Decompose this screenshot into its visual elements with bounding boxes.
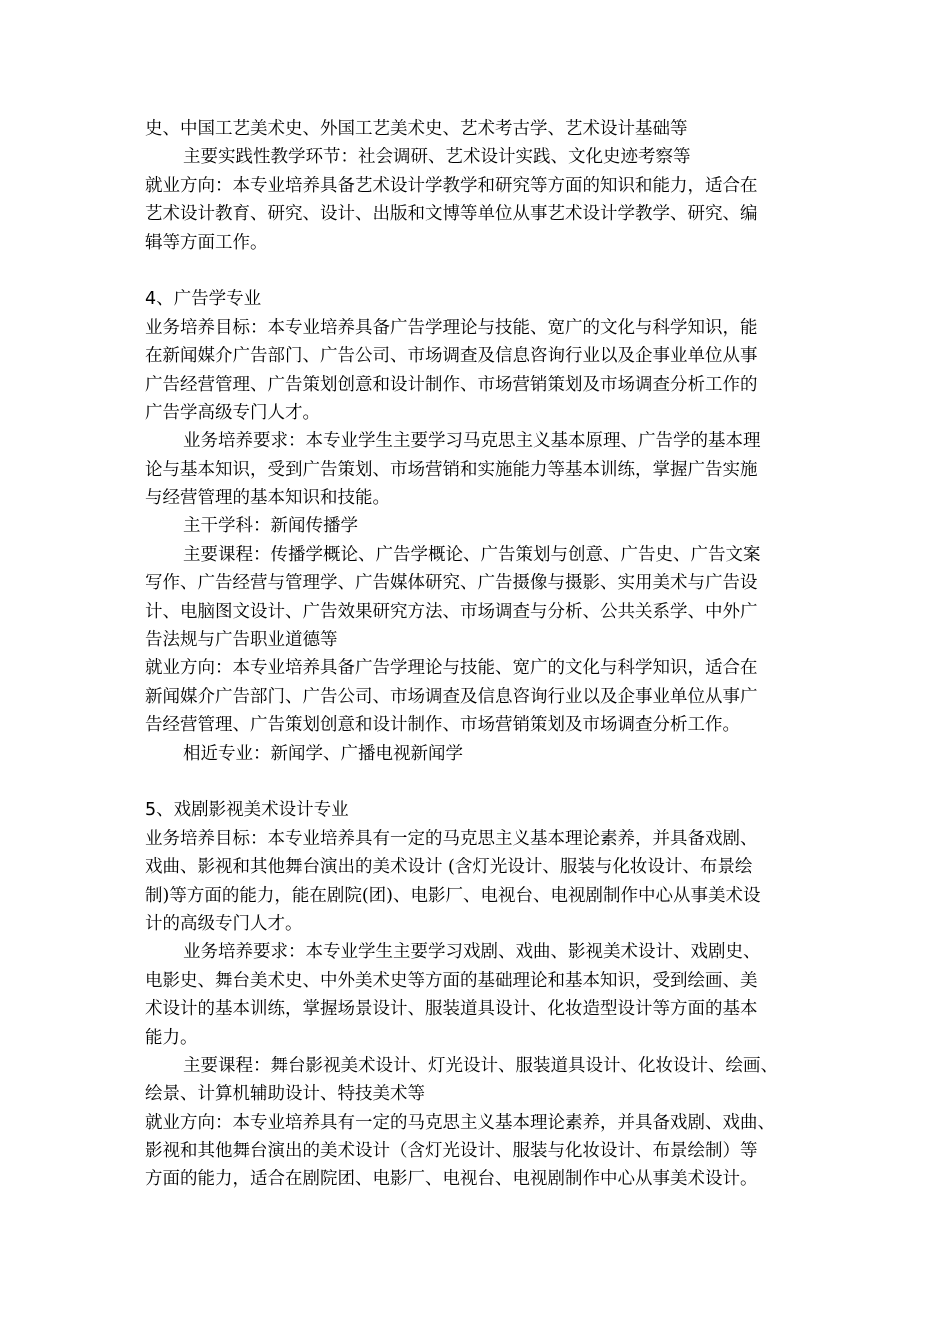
text-line: 计、电脑图文设计、广告效果研究方法、市场调查与分析、公共关系学、中外广 <box>145 601 758 622</box>
text-line: 广告经营管理、广告策划创意和设计制作、市场营销策划及市场调查分析工作的 <box>145 374 758 395</box>
text-line: 业务培养要求：本专业学生主要学习马克思主义基本原理、广告学的基本理 <box>183 431 761 452</box>
text-line: 方面的能力，适合在剧院团、电影厂、电视台、电视剧制作中心从事美术设计。 <box>145 1169 758 1190</box>
text-line: 主要课程：传播学概论、广告学概论、广告策划与创意、广告史、广告文案 <box>183 544 761 565</box>
text-line: 写作、广告经营与管理学、广告媒体研究、广告摄像与摄影、实用美术与广告设 <box>145 573 758 594</box>
text-line: 影视和其他舞台演出的美术设计（含灯光设计、服装与化妆设计、布景绘制）等 <box>145 1141 758 1162</box>
text-line: 史、中国工艺美术史、外国工艺美术史、艺术考古学、艺术设计基础等 <box>145 119 688 139</box>
text-line: 绘景、计算机辅助设计、特技美术等 <box>145 1084 425 1105</box>
blank-line <box>145 257 815 285</box>
text-line: 业务培养要求：本专业学生主要学习戏剧、戏曲、影视美术设计、戏剧史、 <box>183 942 761 963</box>
text-line: 在新闻媒介广告部门、广告公司、市场调查及信息咨询行业以及企事业单位从事 <box>145 346 758 367</box>
text-line: 戏曲、影视和其他舞台演出的美术设计 (含灯光设计、服装与化妆设计、布景绘 <box>145 857 753 878</box>
text-line: 广告学高级专门人才。 <box>145 402 320 423</box>
text-line: 新闻媒介广告部门、广告公司、市场调查及信息咨询行业以及企事业单位从事广 <box>145 686 758 707</box>
text-line: 主干学科：新闻传播学 <box>183 516 358 537</box>
text-line: 主要课程：舞台影视美术设计、灯光设计、服装道具设计、化妆设计、绘画、 <box>183 1055 778 1076</box>
text-line: 艺术设计教育、研究、设计、出版和文博等单位从事艺术设计学教学、研究、编 <box>145 204 758 225</box>
text-line: 能力。 <box>145 1027 198 1048</box>
text-line: 就业方向：本专业培养具有一定的马克思主义基本理论素养，并具备戏剧、戏曲、 <box>145 1112 775 1133</box>
text-line: 告法规与广告职业道德等 <box>145 630 338 651</box>
text-line: 相近专业：新闻学、广播电视新闻学 <box>183 743 463 764</box>
text-line: 就业方向：本专业培养具备广告学理论与技能、宽广的文化与科学知识，适合在 <box>145 658 758 679</box>
text-line: 与经营管理的基本知识和技能。 <box>145 488 390 509</box>
text-line: 论与基本知识，受到广告策划、市场营销和实施能力等基本训练，掌握广告实施 <box>145 459 758 480</box>
text-line: 制)等方面的能力，能在剧院(团)、电影厂、电视台、电视剧制作中心从事美术设 <box>145 885 761 906</box>
section-heading: 4、广告学专业 <box>145 289 262 310</box>
text-line: 业务培养目标：本专业培养具备广告学理论与技能、宽广的文化与科学知识，能 <box>145 317 758 338</box>
text-line: 主要实践性教学环节：社会调研、艺术设计实践、文化史迹考察等 <box>183 147 691 168</box>
text-line: 就业方向：本专业培养具备艺术设计学教学和研究等方面的知识和能力，适合在 <box>145 175 758 196</box>
text-line: 电影史、舞台美术史、中外美术史等方面的基础理论和基本知识，受到绘画、美 <box>145 970 758 991</box>
text-line: 术设计的基本训练，掌握场景设计、服装道具设计、化妆造型设计等方面的基本 <box>145 999 758 1020</box>
text-line: 告经营管理、广告策划创意和设计制作、市场营销策划及市场调查分析工作。 <box>145 715 740 736</box>
text-line: 辑等方面工作。 <box>145 232 268 253</box>
section-heading: 5、戏剧影视美术设计专业 <box>145 800 349 821</box>
document-body <box>145 115 815 1194</box>
text-line: 业务培养目标：本专业培养具有一定的马克思主义基本理论素养，并具备戏剧、 <box>145 828 758 849</box>
blank-line <box>145 768 815 796</box>
text-line: 计的高级专门人才。 <box>145 913 303 934</box>
